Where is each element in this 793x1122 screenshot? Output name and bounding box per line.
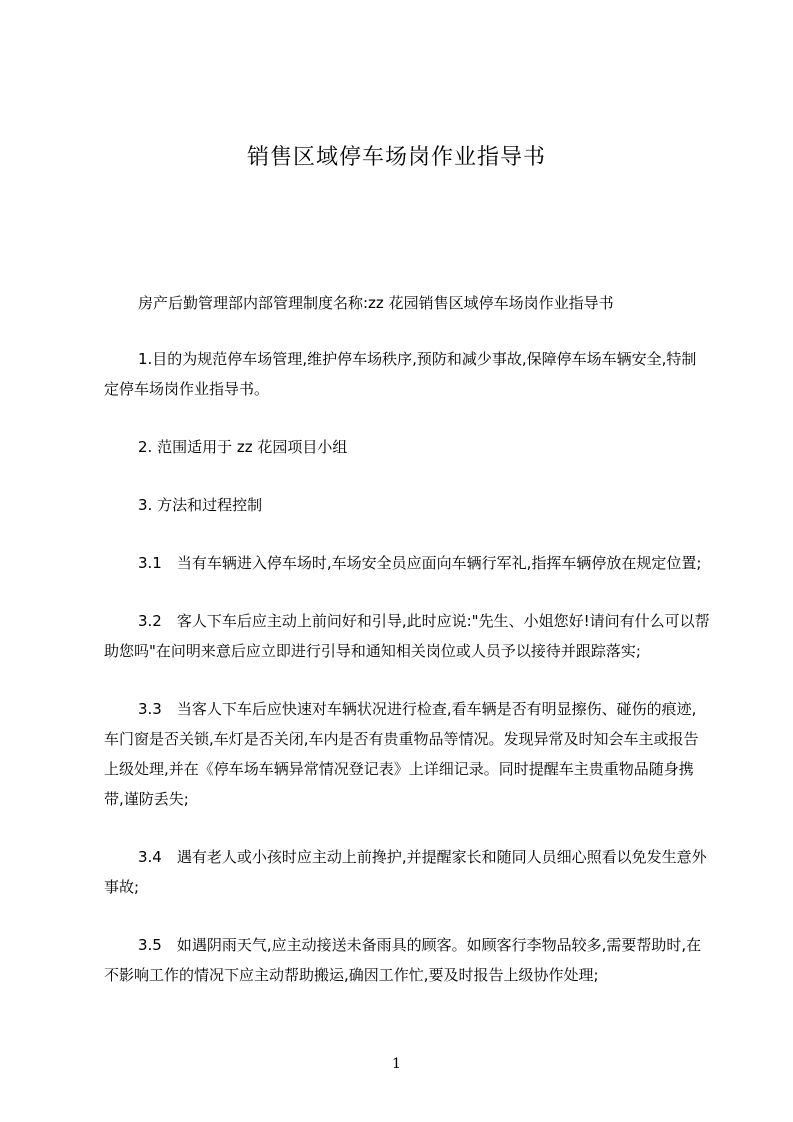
paragraph-3-4: 3.4 遇有老人或小孩时应主动上前搀护,并提醒家长和随同人员细心照看以免发生意外事故; (104, 848, 707, 896)
document-title: 销售区域停车场岗作业指导书 (246, 145, 546, 170)
paragraph-3-1: 3.1 当有车辆进入停车场时,车场安全员应面向车辆行军礼,指挥车辆停放在规定位置; (138, 554, 702, 572)
page-number: 1 (392, 1056, 401, 1072)
paragraph-scope: 2. 范围适用于 zz 花园项目小组 (138, 438, 348, 456)
paragraph-meta: 房产后勤管理部内部管理制度名称:zz 花园销售区域停车场岗作业指导书 (138, 294, 614, 312)
paragraph-3-3: 3.3 当客人下车后应快速对车辆状况进行检查,看车辆是否有明显擦伤、碰伤的痕迹,车门窗是否关锁,车灯是否关闭,车内是否有贵重物品等情况。发现异常及时知会车主或报告上级处理,并在《停车场车辆异常情况登记表》上详细记录。同时提醒车主贵重物品随身携带,谨防丢失; (104, 700, 699, 808)
paragraph-purpose: 1.目的为规范停车场管理,维护停车场秩序,预防和减少事故,保障停车场车辆安全,特制定停车场岗作业指导书。 (104, 350, 697, 398)
paragraph-3-2: 3.2 客人下车后应主动上前问好和引导,此时应说:"先生、小姐您好!请问有什么可以帮助您吗"在问明来意后应立即进行引导和通知相关岗位或人员予以接待并跟踪落实; (104, 612, 710, 660)
document-body (104, 288, 710, 1018)
paragraph-method-heading: 3. 方法和过程控制 (138, 496, 263, 514)
paragraph-3-5: 3.5 如遇阴雨天气,应主动接送未备雨具的顾客。如顾客行李物品较多,需要帮助时,在不影响工作的情况下应主动帮助搬运,确因工作忙,要及时报告上级协作处理; (104, 936, 702, 984)
